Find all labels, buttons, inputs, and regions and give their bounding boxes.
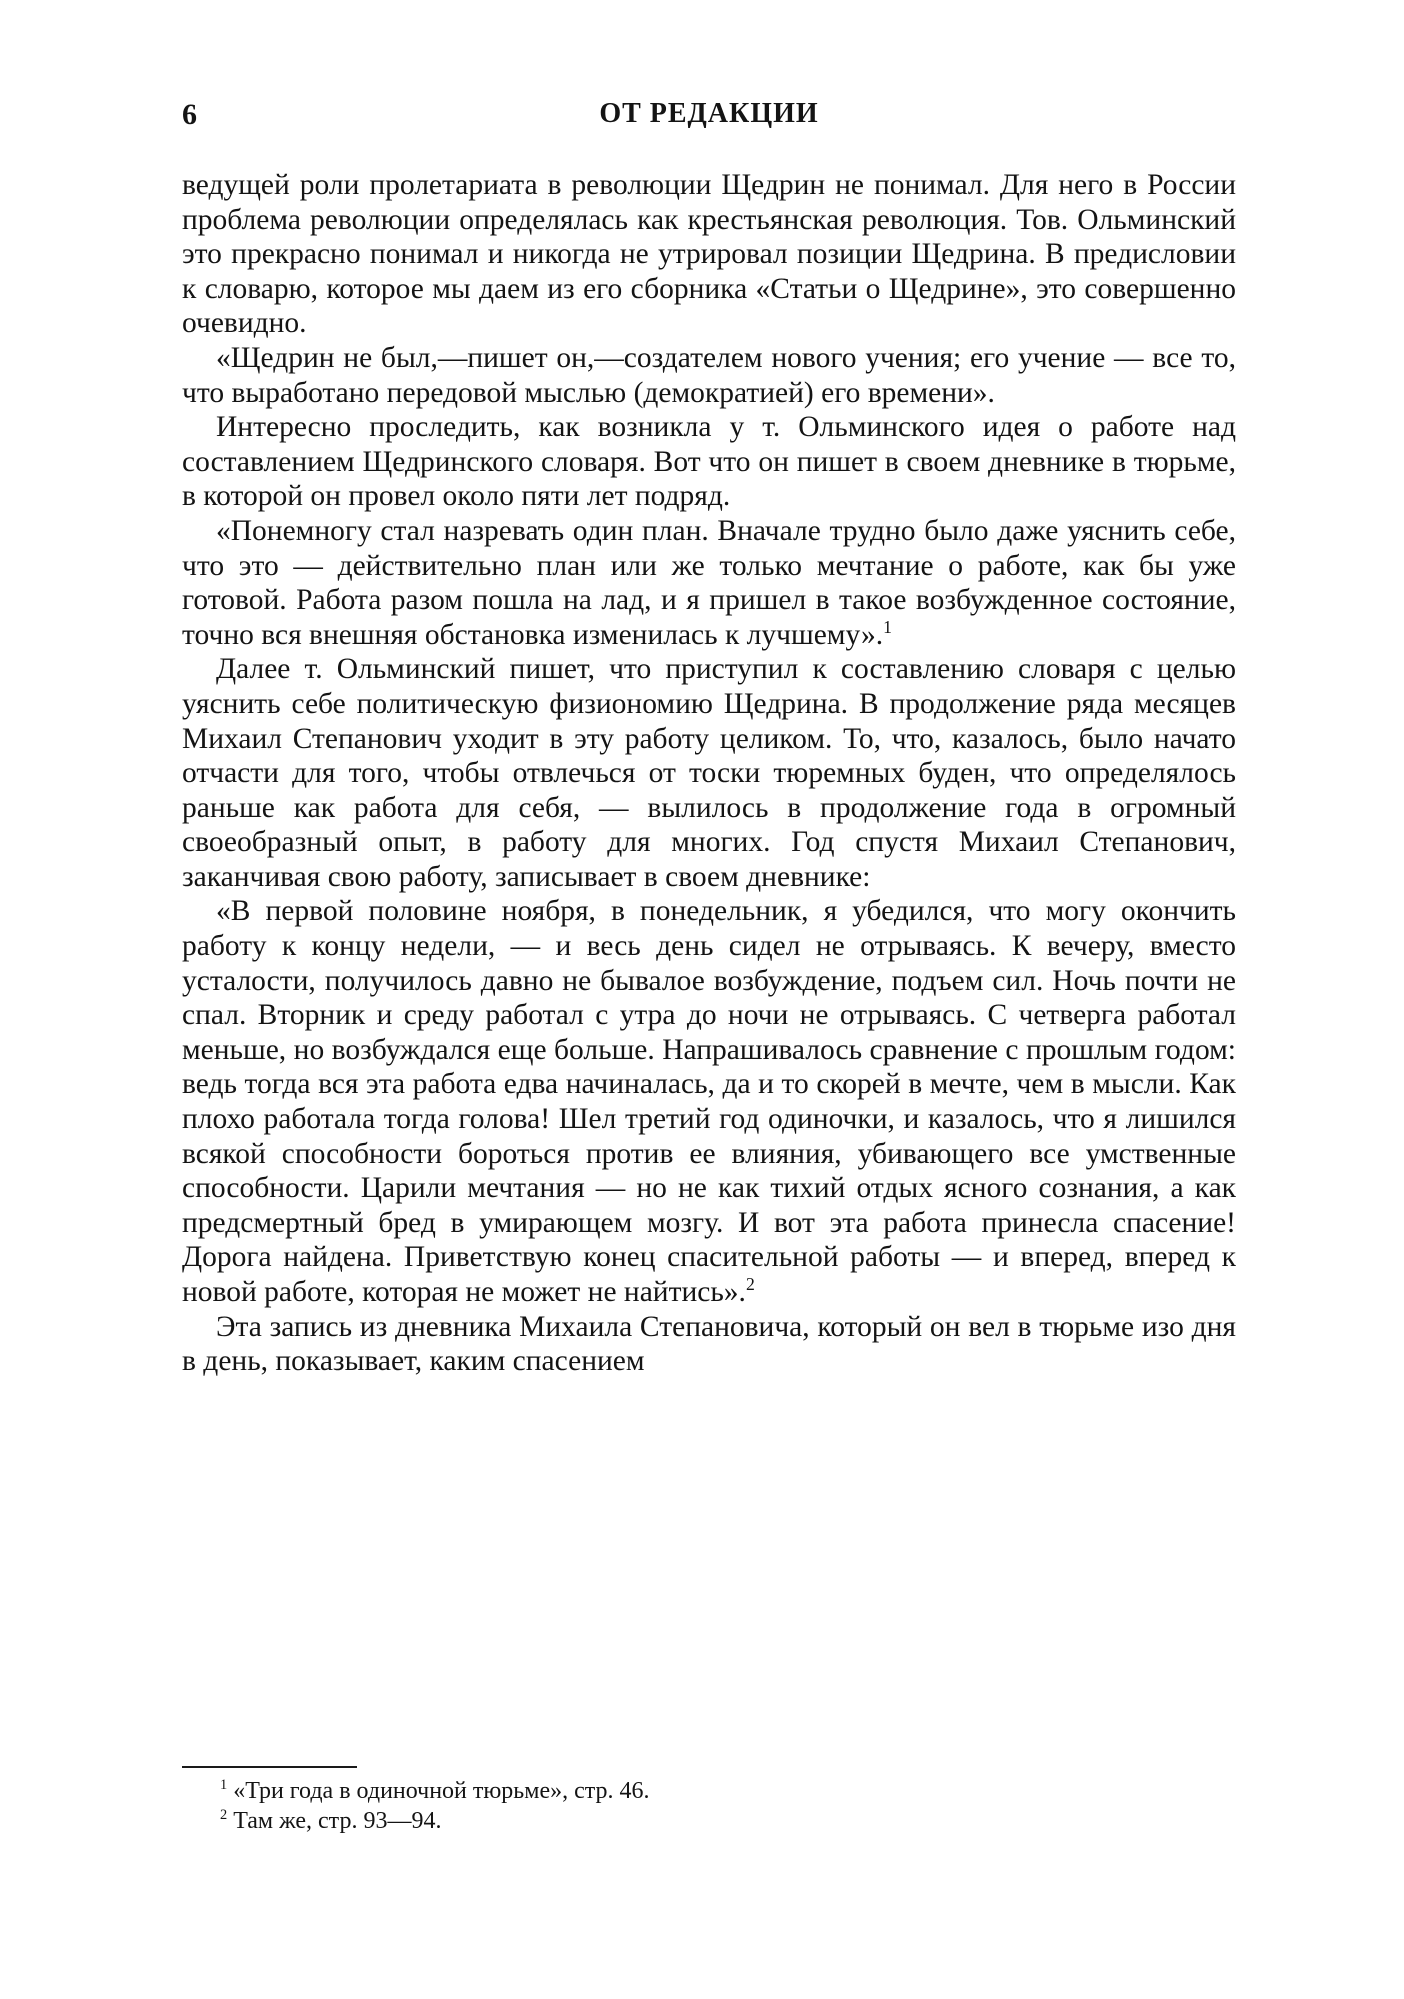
paragraph: «В первой половине ноября, в понедельник, я убедился, что могу окончить работу к концу недели, — и весь день сидел не отрываясь. К вечеру, вместо усталости, получилось давно не бывалое возбуждение, подъем сил. Ночь почти не спал. Вторник и среду работал с утра до ночи не отрываясь. С четверга работал меньше, но возбуждался еще больше. Напрашивалось сравнение с прошлым годом: ведь тогда вся эта работа едва начиналась, да и то скорей в мечте, чем в мысли. Как плохо работала тогда голова! Шел третий год одиночки, и казалось, что я лишился всякой способности бороться против ее влияния, убивающего все умственные способности. Царили мечтания — но не как тихий отдых ясного сознания, а как предсмертный бред в умирающем мозгу. И вот эта работа принесла спасение! Дорога найдена. Приветствую конец спасительной работы — и вперед, вперед к новой работе, которая не может не найтись».$^2$	[182, 895, 1236, 1308]
paragraph: «Понемногу стал назревать один план. Вначале трудно было даже уяснить себе, что это — действительно план или же только мечтание о работе, как бы уже готовой. Работа разом пошла на лад, и я пришел в такое возбужденное состояние, точно вся внешняя обстановка изменилась к лучшему».$^1$	[182, 514, 1236, 651]
body-text	[182, 168, 1236, 1379]
paragraph: ведущей роли пролетариата в революции Щедрин не понимал. Для него в России проблема революции определялась как крестьянская революция. Тов. Ольминский это прекрасно понимал и никогда не утрировал позиции Щедрина. В предисловии к словарю, которое мы даем из его сборника «Статьи о Щедрине», это совершенно очевидно.	[182, 169, 1236, 340]
footnote: $^2$ Там же, стр. 93—94.	[220, 1807, 442, 1834]
paragraph: «Щедрин не был,—пишет он,—создателем нового учения; его учение — все то, что выработано передовой мыслью (демократией) его времени».	[182, 341, 1236, 409]
footnote-divider	[182, 1766, 357, 1768]
footnote: $^1$ «Три года в одиночной тюрьме», стр. 46.	[220, 1777, 650, 1804]
page-number: 6	[182, 98, 197, 131]
running-title: ОТ РЕДАКЦИИ	[599, 98, 819, 129]
paragraph: Далее т. Ольминский пишет, что приступил к составлению словаря с целью уяснить себе политическую физиономию Щедрина. В продолжение ряда месяцев Михаил Степанович уходит в эту работу целиком. То, что, казалось, было начато отчасти для того, чтобы отвлечься от тоски тюремных буден, что определялось раньше как работа для себя, — вылилось в продолжение года в огромный своеобразный опыт, в работу для многих. Год спустя Михаил Степанович, заканчивая свою работу, записывает в своем дневнике:	[182, 653, 1236, 893]
footnote-ref: 2	[745, 1274, 755, 1295]
footnote-mark: 2	[220, 1807, 228, 1823]
paragraph: Эта запись из дневника Михаила Степановича, который он вел в тюрьме изо дня в день, показывает, каким спасением	[182, 1310, 1236, 1378]
paragraph: Интересно проследить, как возникла у т. Ольминского идея о работе над составлением Щедринского словаря. Вот что он пишет в своем дневнике в тюрьме, в которой он провел около пяти лет подряд.	[182, 411, 1236, 513]
footnote-mark: 1	[220, 1777, 228, 1793]
page-header	[182, 98, 1236, 138]
footnotes	[220, 1776, 1120, 1836]
footnote-ref: 1	[883, 616, 892, 637]
